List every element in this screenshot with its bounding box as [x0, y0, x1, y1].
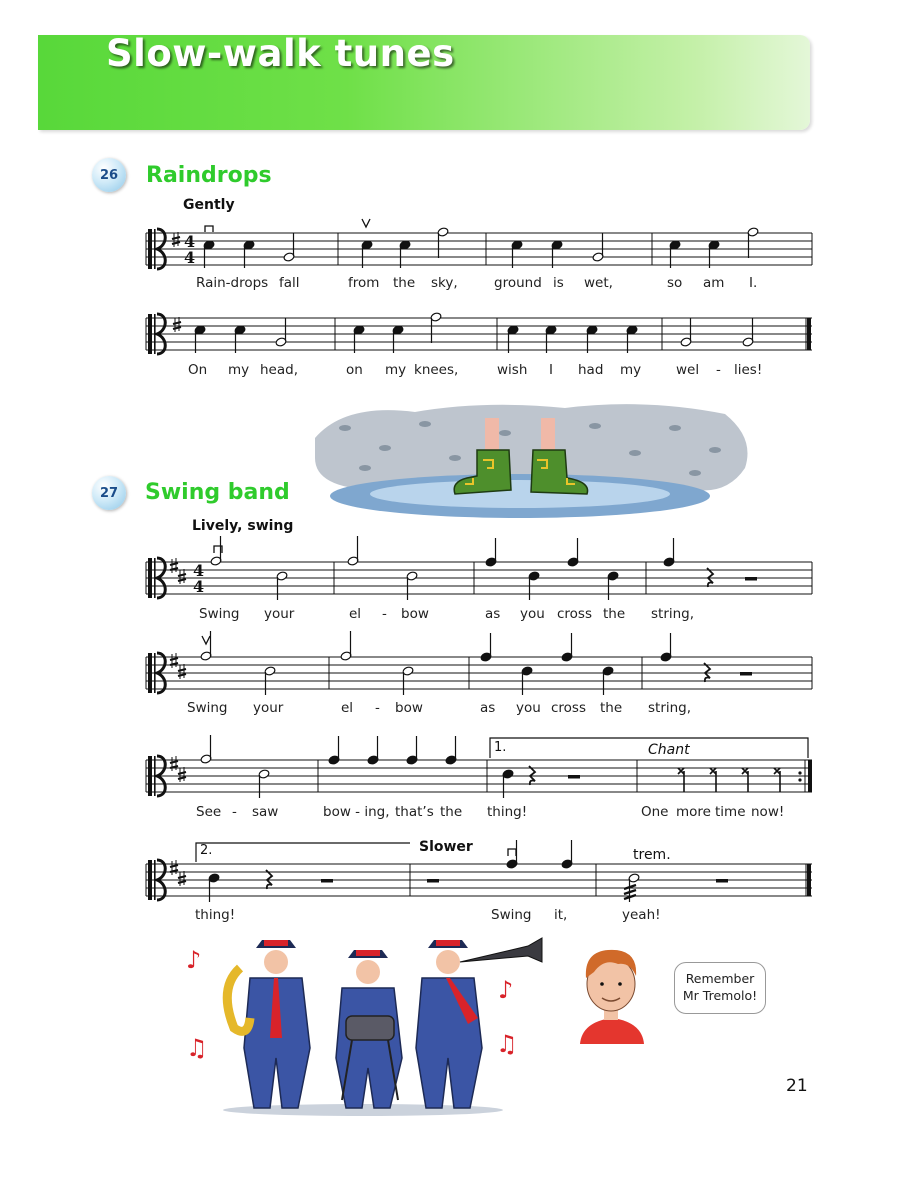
swing-band-illustration	[178, 928, 548, 1118]
lyric: saw	[252, 804, 279, 820]
tempo-marking: Lively, swing	[192, 518, 294, 534]
lyric: now!	[751, 804, 785, 820]
lyric: thing!	[487, 804, 528, 820]
lyric: am	[703, 275, 725, 291]
svg-text:4: 4	[193, 577, 205, 596]
lyric: Swing	[199, 606, 240, 622]
lyric: cross	[557, 606, 593, 622]
lyric: knees,	[414, 362, 459, 378]
lyric: time	[715, 804, 746, 820]
lyric: bow - ing,	[323, 804, 390, 820]
lyric: thing!	[195, 907, 236, 923]
lyric: the	[393, 275, 416, 291]
lyric: bow	[401, 606, 429, 622]
lyric: the	[440, 804, 463, 820]
chant-label: Chant	[648, 742, 690, 758]
lyric: One	[641, 804, 669, 820]
boy-illustration	[572, 944, 656, 1044]
lyric: your	[264, 606, 295, 622]
lyric: as	[485, 606, 501, 622]
lyric: Swing	[491, 907, 532, 923]
lyric: so	[667, 275, 683, 291]
lyric: I.	[749, 275, 758, 291]
lyric: fall	[279, 275, 300, 291]
track-badge-26[interactable]: 26	[92, 158, 126, 192]
first-ending-label: 1.	[494, 740, 507, 755]
piece-title-raindrops: Raindrops	[146, 163, 272, 188]
lyric: my	[620, 362, 642, 378]
speech-line-2: Mr Tremolo!	[682, 988, 758, 1003]
svg-text:4: 4	[193, 561, 205, 580]
lyric: ground	[494, 275, 542, 291]
lyric: el	[349, 606, 362, 622]
lyric: wet,	[584, 275, 613, 291]
page-title: Slow-walk tunes	[106, 32, 455, 75]
speech-bubble	[674, 962, 766, 1014]
lyric: I	[549, 362, 553, 378]
lyric: is	[553, 275, 564, 291]
svg-text:4: 4	[184, 248, 196, 267]
lyric: it,	[554, 907, 568, 923]
page-number: 21	[786, 1076, 808, 1096]
lyric: -	[716, 362, 721, 378]
svg-text:♫: ♫	[186, 1034, 208, 1062]
tremolo-marking: trem.	[633, 847, 671, 863]
svg-text:♪: ♪	[186, 946, 202, 974]
lyric: my	[385, 362, 407, 378]
lyric: head,	[260, 362, 298, 378]
lyric: string,	[648, 700, 692, 716]
lyric: string,	[651, 606, 695, 622]
lyric: your	[253, 700, 284, 716]
lyric: wish	[497, 362, 528, 378]
lyric: you	[520, 606, 545, 622]
lyric: the	[600, 700, 623, 716]
lyric: my	[228, 362, 250, 378]
svg-text:♫: ♫	[496, 1030, 518, 1058]
lyric: wel	[676, 362, 700, 378]
lyric: more	[676, 804, 711, 820]
lyric: cross	[551, 700, 587, 716]
svg-text:4: 4	[184, 232, 196, 251]
slower-marking: Slower	[419, 839, 473, 855]
lyric: you	[516, 700, 541, 716]
lyric: on	[346, 362, 363, 378]
boots-in-rain-illustration	[305, 398, 755, 526]
lyric: On	[188, 362, 208, 378]
second-ending-label: 2.	[200, 843, 213, 858]
lyric: as	[480, 700, 496, 716]
lyric: from	[348, 275, 380, 291]
lyric: Swing	[187, 700, 228, 716]
lyric: yeah!	[622, 907, 661, 923]
lyric: the	[603, 606, 626, 622]
tempo-marking: Gently	[183, 197, 235, 213]
piece-title-swing-band: Swing band	[145, 480, 290, 505]
lyric: -	[375, 700, 380, 716]
lyric: Rain-drops	[196, 275, 269, 291]
lyric: -	[382, 606, 387, 622]
lyric: that’s	[395, 804, 434, 820]
track-badge-27[interactable]: 27	[92, 476, 126, 510]
lyric: el	[341, 700, 354, 716]
lyric: had	[578, 362, 604, 378]
lyric: bow	[395, 700, 423, 716]
svg-text:♪: ♪	[498, 976, 514, 1004]
speech-line-1: Remember	[685, 971, 755, 986]
lyric: sky,	[431, 275, 458, 291]
lyric: lies!	[734, 362, 763, 378]
lyric: See	[196, 804, 222, 820]
lyric: -	[232, 804, 237, 820]
